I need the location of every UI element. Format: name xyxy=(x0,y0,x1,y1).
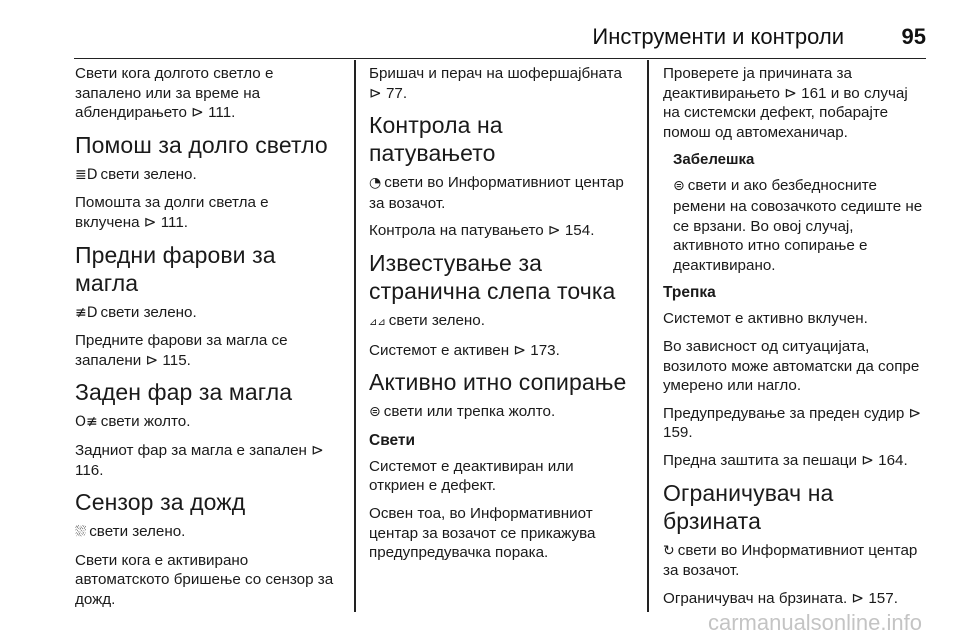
heading-side-blind-spot: Известување за странична слепа точка xyxy=(369,249,616,304)
paragraph: Ограничувач на брзината. ⊳ 157. xyxy=(663,589,898,607)
note-heading: Забелешка xyxy=(673,151,755,169)
paragraph: Бришач и перач на шофершајбната ⊳ 77. xyxy=(369,65,622,102)
high-beam-assist-icon: ≣D xyxy=(75,166,98,183)
paragraph: Задниот фар за магла е запален ⊳ 116. xyxy=(75,441,324,479)
paragraph: ≢D свети зелено. xyxy=(75,303,337,324)
note-box xyxy=(663,150,925,275)
paragraph: ⊜ свети или трепка жолто. xyxy=(369,402,631,423)
paragraph: Предупредување за преден судир ⊳ 159. xyxy=(663,404,922,442)
speed-limiter-icon: ↻ xyxy=(663,542,675,559)
paragraph: Свети кога долгото светло е запалено или за време на аблендирањето ⊳ 111. xyxy=(75,65,274,122)
heading-high-beam-assist: Помош за долго светло xyxy=(75,131,328,158)
paragraph: ⛆ свети зелено. xyxy=(75,522,337,543)
cruise-control-icon: ◔ xyxy=(369,175,382,192)
paragraph: Свети кога е активирано автоматското бришење со сензор за дожд. xyxy=(75,551,334,608)
paragraph: Контрола на патувањето ⊳ 154. xyxy=(369,222,595,240)
column-divider xyxy=(647,60,649,612)
paragraph: Во зависност од ситуацијата, возилото може автоматски да сопре умерено или нагло. xyxy=(663,337,920,395)
page-number: 95 xyxy=(901,24,926,49)
subheading-flashes: Трепка xyxy=(663,284,716,302)
paragraph: ⊿⊿ свети зелено. xyxy=(369,311,631,333)
heading-active-emergency-braking: Активно итно сопирање xyxy=(369,369,627,396)
paragraph: Системот е деактивиран или откриен е дефект. xyxy=(369,457,574,495)
paragraph: Помошта за долги светла е вклучена ⊳ 111. xyxy=(75,194,269,231)
page-header xyxy=(74,0,926,59)
active-emergency-braking-icon: ⊜ xyxy=(673,178,685,195)
paragraph: ≣D свети зелено. xyxy=(75,165,337,186)
heading-speed-limiter: Ограничувач на брзината xyxy=(663,479,834,534)
column-1 xyxy=(75,64,337,618)
paragraph: O≢ свети жолто. xyxy=(75,412,337,433)
paragraph: Предните фарови за магла се запалени ⊳ 115. xyxy=(75,332,288,369)
page-title: Инструменти и контроли xyxy=(592,24,844,49)
paragraph: Предна заштита за пешаци ⊳ 164. xyxy=(663,451,908,469)
column-2 xyxy=(369,64,631,571)
column-divider xyxy=(354,60,356,612)
column-3 xyxy=(663,64,925,616)
heading-rear-fog-light: Заден фар за магла xyxy=(75,379,293,406)
watermark: carmanualsonline.info xyxy=(707,610,922,635)
paragraph: ◔ свети во Информативниот центар за возачот. xyxy=(369,174,624,212)
paragraph: Проверете ја причината за деактивирањето ⊳ 161 и во случај на системски дефект, побарајте помош од автомеханичар. xyxy=(663,65,908,141)
heading-cruise-control: Контрола на патувањето xyxy=(369,112,503,167)
rain-sensor-icon: ⛆ xyxy=(75,524,87,541)
heading-rain-sensor: Сензор за дожд xyxy=(75,489,246,516)
heading-front-fog-lights: Предни фарови за магла xyxy=(75,241,276,296)
paragraph: Системот е активен ⊳ 173. xyxy=(369,341,560,359)
paragraph: Системот е активно вклучен. xyxy=(663,310,868,328)
subheading-lights: Свети xyxy=(369,431,416,449)
paragraph: ⊜ свети и ако безбедносните ремени на совозачкото седиште не се врзани. Во овој случај, активното итно сопирање е деактивирано. xyxy=(673,177,923,274)
front-fog-light-icon: ≢D xyxy=(75,304,98,321)
rear-fog-light-icon: O≢ xyxy=(75,414,98,431)
active-emergency-braking-icon: ⊜ xyxy=(369,404,381,421)
paragraph: Освен тоа, во Информативниот центар за возачот се прикажува предупредувачка порака. xyxy=(369,504,596,562)
side-blind-spot-icon: ⊿⊿ xyxy=(369,316,386,328)
paragraph: ↻ свети во Информативниот центар за возачот. xyxy=(663,541,918,580)
